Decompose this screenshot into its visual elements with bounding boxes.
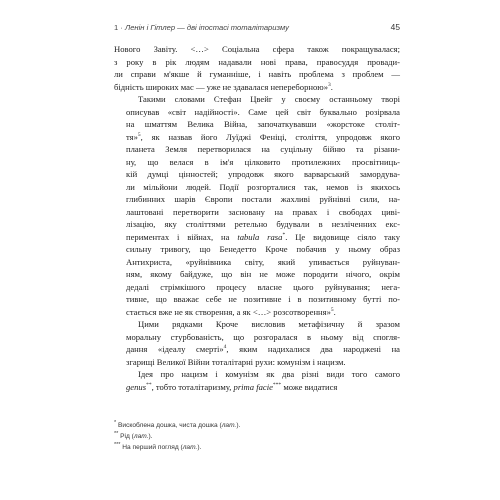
text-line: кій думці цінностей; упродовж якого варварський замордува- (126, 169, 400, 179)
footnote-end: ). (148, 433, 153, 441)
latin-term: prima facie (233, 381, 273, 392)
footnote-mark: * (114, 419, 117, 426)
text-run: . (330, 81, 333, 92)
text-line (114, 381, 400, 394)
text-line: Цими рядками Кроче висловив метафізичну й зразом (138, 319, 400, 329)
text-run: може видатися (281, 381, 338, 392)
footnote-text: Рід ( (120, 433, 134, 441)
footnote (114, 420, 400, 431)
text-run: . Це видовище сіяло таку (285, 231, 400, 242)
footnote-ref: *** (272, 381, 282, 388)
footnote (114, 442, 400, 453)
text-line: з року в рік людям надавали нові права, правосуддя провади- (114, 56, 400, 67)
text-line: Такими словами Стефан Цвейг у своєму останньому творі (138, 94, 400, 104)
text-run: периментах і війнах, на (126, 231, 238, 242)
text-line: згарищі Великої Війни тоталітарні рухи: комунізм і нацизм. (126, 356, 346, 367)
text-line (114, 343, 400, 356)
paragraph-1 (114, 43, 400, 93)
text-run: дання «ідеалу смерті» (126, 344, 224, 354)
paragraph-2 (114, 93, 400, 318)
text-run: тя» (126, 131, 138, 142)
footnote-mark: *** (114, 442, 121, 449)
footnotes (114, 420, 400, 454)
footnote-ref: ** (146, 381, 152, 388)
footnote-text: На перший погляд ( (122, 444, 183, 452)
text-line: Антихриста, «руйнівника світу, який упивається руйнуван- (126, 256, 400, 267)
footnote-ref: 4 (223, 344, 227, 351)
footnote-ref: 5 (330, 306, 334, 313)
text-line: лаштовані перетворити засновану на правах і свободах циві- (126, 206, 400, 217)
text-line (114, 306, 400, 319)
footnote (114, 431, 400, 442)
footnote-ref: * (282, 231, 286, 238)
text-line: тивне, що вважає себе не позитивне і в позитивному бутті по- (126, 294, 400, 304)
text-line: ли справи м'якше й гуманніше, і навіть проблема з проблем — (114, 69, 400, 79)
text-line: дедалі стрімкішого процесу власне цього руйнування; нега- (126, 281, 400, 292)
body-text (114, 43, 400, 393)
text-run: , тобто тоталітаризму, (151, 381, 234, 392)
text-run: . (333, 306, 336, 317)
footnote-lang: лат. (182, 444, 198, 452)
footnote-end: ). (236, 422, 241, 429)
text-run: , яким надихалися два народжені на (226, 344, 400, 354)
paragraph-3 (114, 318, 400, 368)
latin-term: tabula rasa (237, 231, 283, 242)
footnote-ref: 5 (137, 131, 141, 138)
text-line: лізацію, яку століттями ретельно будували в незліченних екс- (126, 219, 400, 229)
footnote-lang: лат. (221, 422, 237, 429)
text-line (114, 131, 400, 144)
text-line: ням, якому байдуже, що він не може породити нічого, окрім (126, 269, 400, 279)
text-run: , як назвав його Луїджі Феніці, століття, упродовж якого (140, 131, 400, 142)
page-number: 45 (390, 22, 400, 32)
text-line: глибинних шарів Європи постали жахливі руйнівні сили, на- (126, 194, 400, 204)
footnote-ref: 3 (328, 81, 331, 88)
text-line: на шматтям Велика Війна, започаткувавши «жорстоке століт- (126, 119, 400, 129)
text-line: ну, що велася в ім'я цілковито протилежних просвітниць- (126, 156, 400, 167)
text-line: сильну тривогу, що Бенедетто Кроче побачив у ньому образ (126, 244, 400, 254)
text-line (114, 231, 400, 244)
text-line: планета Земля перетворилася на суцільну бійню та різани- (126, 144, 400, 154)
text-run: стається вже не як створення, а як <…> розсотворення» (126, 306, 331, 317)
text-line (114, 81, 400, 94)
text-line: Нового Завіту. <…> Соціальна сфера також покращувалася; (114, 44, 400, 54)
latin-term: genus (126, 381, 147, 392)
footnote-end: ). (197, 444, 202, 452)
chapter-title-text: Ленін і Гітлер — дві іпостасі тоталітаризму (124, 23, 289, 32)
text-line: ли мільйони людей. Події розгорталися так, немов із якихось (126, 181, 400, 192)
text-run: бідність широких мас — уже не здавалася непереборною» (114, 81, 329, 92)
chapter-number: 1 (114, 23, 119, 32)
footnote-mark: ** (114, 431, 119, 438)
footnote-lang: лат. (133, 433, 149, 441)
chapter-title: 1 · Ленін і Гітлер — дві іпостасі тоталітаризму (114, 23, 289, 32)
text-line: моральну стурбованість, що розгоралася в ньому від спогля- (126, 331, 400, 342)
text-line: Ідея про нацизм і комунізм як два різні види того самого (138, 369, 400, 379)
running-head (114, 22, 400, 32)
footnote-text: Вискоблена дошка, чиста дошка ( (117, 422, 222, 429)
paragraph-4 (114, 368, 400, 393)
text-line: описував «світ надійності». Саме цей світ буквально розірвала (126, 106, 400, 117)
